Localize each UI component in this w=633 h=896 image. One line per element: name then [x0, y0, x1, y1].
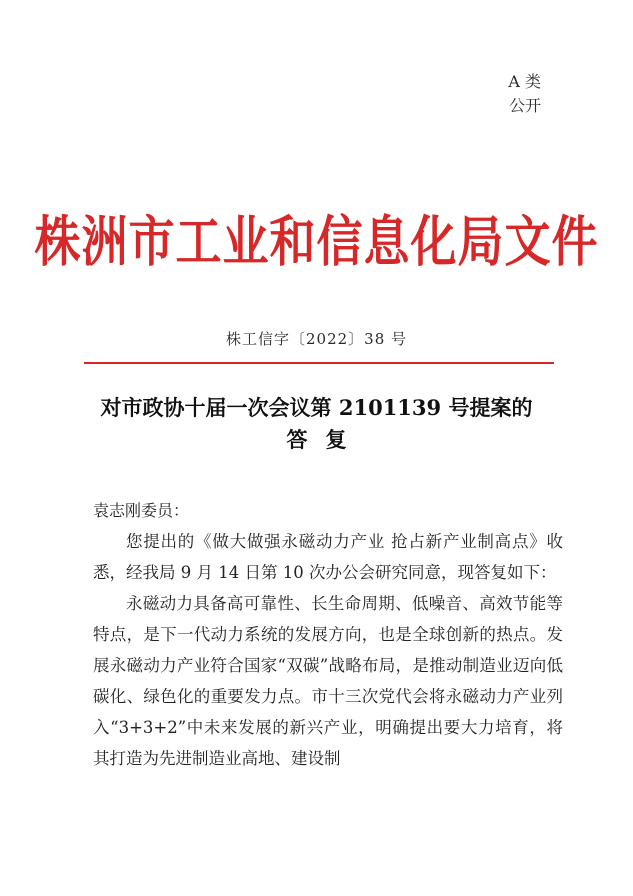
- body-paragraph-1: 您提出的《做大做强永磁动力产业 抢占新产业制高点》收悉，经我局 9 月 14 日第 10 次办公会研究同意，现答复如下：: [93, 532, 563, 582]
- salutation: 袁志刚委员：: [93, 501, 190, 520]
- document-header-title: 株洲市工业和信息化局文件: [34, 209, 599, 274]
- document-number: 株工信字〔2022〕38 号: [225, 330, 408, 348]
- classification-level: A 类: [508, 72, 541, 91]
- classification-access: 公开: [508, 96, 541, 115]
- body-text: [93, 526, 563, 774]
- document-title-line2: 答复: [286, 427, 365, 452]
- red-divider-line: [84, 362, 554, 364]
- body-paragraph-2: 永磁动力具备高可靠性、长生命周期、低噪音、高效节能等特点，是下一代动力系统的发展方向，也是全球创新的热点。发展永磁动力产业符合国家“双碳”战略布局，是推动制造业迈向低碳化、绿色化的重要发力点。市十三次党代会将永磁动力产业列入“3+3+2”中未来发展的新兴产业，明确提出要大力培育，将其打造为先进制造业高地、建设制: [93, 594, 563, 768]
- classification-block: [508, 70, 541, 118]
- document-title-line1: 对市政协十届一次会议第 2101139 号提案的: [100, 395, 533, 420]
